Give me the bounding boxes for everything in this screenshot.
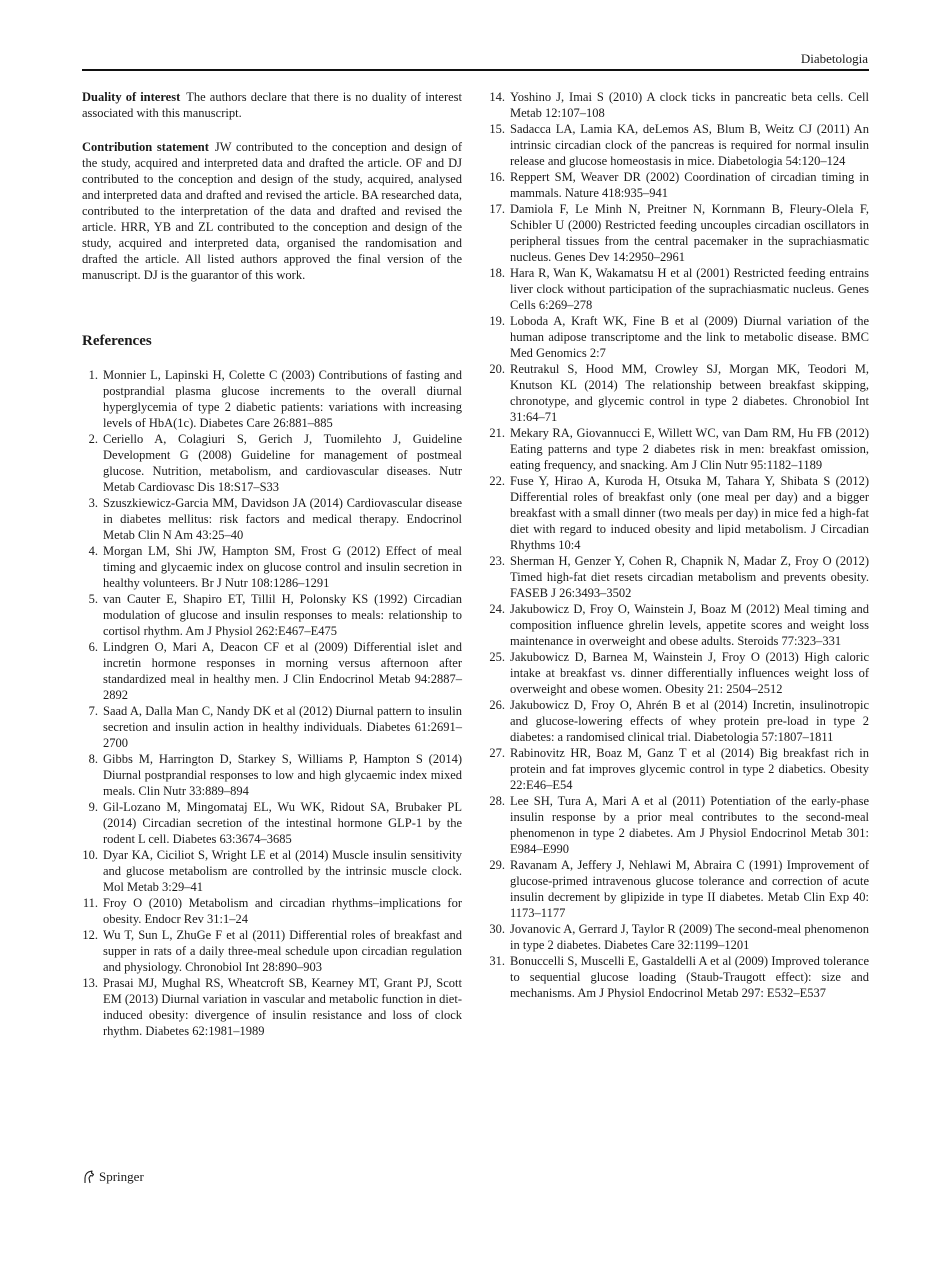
reference-text: Damiola F, Le Minh N, Preitner N, Kornmann B, Fleury-Olela F, Schibler U (2000) Restricted feeding uncouples circadian oscillators in peripheral tissues from the central pacemaker in the suprachiasmatic nucleus. Genes Dev 14:2950–2961 (510, 202, 869, 264)
reference-item (82, 591, 462, 639)
reference-number: 27. (489, 746, 505, 760)
reference-item (489, 553, 869, 601)
reference-item (489, 857, 869, 921)
reference-number: 25. (489, 650, 505, 664)
reference-text: Jovanovic A, Gerrard J, Taylor R (2009) The second-meal phenomenon in type 2 diabetes. Diabetes Care 32:1199–1201 (510, 922, 869, 952)
reference-text: Monnier L, Lapinski H, Colette C (2003) Contributions of fasting and postprandial plasma glucose increments to the overall diurnal hyperglycemia of type 2 diabetic patients: variations with increasing levels of HbA(1c). Diabetes Care 26:881–885 (103, 368, 462, 430)
reference-number: 30. (489, 922, 505, 936)
reference-text: Reutrakul S, Hood MM, Crowley SJ, Morgan MK, Teodori M, Knutson KL (2014) The relationship between breakfast skipping, chronotype, and glycemic control in type 2 diabetes. Chronobiol Int 31:64–71 (510, 362, 869, 424)
header-rule (82, 69, 869, 71)
reference-number: 14. (489, 90, 505, 104)
reference-text: Rabinovitz HR, Boaz M, Ganz T et al (2014) Big breakfast rich in protein and fat improves glycemic control in type 2 diabetics. Obesity 22:E46–E54 (510, 746, 869, 792)
reference-text: Yoshino J, Imai S (2010) A clock ticks in pancreatic beta cells. Cell Metab 12:107–108 (510, 90, 869, 120)
reference-number: 22. (489, 474, 505, 488)
reference-item (489, 697, 869, 745)
reference-number: 12. (82, 928, 98, 942)
right-column (489, 89, 869, 1001)
duality-heading: Duality of interest (82, 90, 181, 104)
reference-number: 15. (489, 122, 505, 136)
reference-number: 4. (88, 544, 98, 558)
reference-text: Fuse Y, Hirao A, Kuroda H, Otsuka M, Tahara Y, Shibata S (2012) Differential roles of breakfast only (one meal per day) and a bigger breakfast with a small dinner (two meals per day) in mice fed a high-fat diet with regard to induced obesity and lipid metabolism. J Circadian Rhythms 10:4 (510, 474, 869, 552)
left-column (82, 89, 462, 1039)
reference-item (82, 927, 462, 975)
reference-item (489, 921, 869, 953)
reference-number: 6. (88, 640, 98, 654)
reference-text: Saad A, Dalla Man C, Nandy DK et al (2012) Diurnal pattern to insulin secretion and insulin action in healthy individuals. Diabetes 61:2691–2700 (103, 704, 462, 750)
reference-list-left (82, 367, 462, 1039)
reference-item (489, 793, 869, 857)
reference-text: Prasai MJ, Mughal RS, Wheatcroft SB, Kearney MT, Grant PJ, Scott EM (2013) Diurnal variation in vascular and metabolic function in diet-induced obesity: divergence of insulin resistance and loss of clock rhythm. Diabetes 62:1981–1989 (103, 976, 462, 1038)
reference-text: Jakubowicz D, Froy O, Ahrén B et al (2014) Incretin, insulinotropic and glucose-lowering effects of whey protein pre-load in type 2 diabetes: a randomised clinical trial. Diabetologia 57:1807–1811 (510, 698, 869, 744)
reference-number: 1. (88, 368, 98, 382)
reference-number: 5. (88, 592, 98, 606)
reference-number: 11. (82, 896, 98, 910)
reference-item (489, 265, 869, 313)
reference-number: 10. (82, 848, 98, 862)
reference-item (82, 431, 462, 495)
reference-number: 2. (88, 432, 98, 446)
reference-item (82, 847, 462, 895)
reference-item (489, 473, 869, 553)
reference-text: Jakubowicz D, Froy O, Wainstein J, Boaz M (2012) Meal timing and composition influence ghrelin levels, appetite scores and weight loss maintenance in overweight and obese adults. Steroids 77:323–331 (510, 602, 869, 648)
reference-item (489, 121, 869, 169)
reference-number: 26. (489, 698, 505, 712)
reference-number: 17. (489, 202, 505, 216)
reference-text: Reppert SM, Weaver DR (2002) Coordination of circadian timing in mammals. Nature 418:935–941 (510, 170, 869, 200)
duality-of-interest (82, 89, 462, 121)
reference-text: Gibbs M, Harrington D, Starkey S, Williams P, Hampton S (2014) Diurnal postprandial responses to low and high glycaemic index mixed meals. Clin Nutr 33:889–894 (103, 752, 462, 798)
reference-text: Dyar KA, Ciciliot S, Wright LE et al (2014) Muscle insulin sensitivity and glucose metabolism are controlled by the intrinsic muscle clock. Mol Metab 3:29–41 (103, 848, 462, 894)
reference-text: Lindgren O, Mari A, Deacon CF et al (2009) Differential islet and incretin hormone responses in morning versus afternoon after standardized meal in healthy men. J Clin Endocrinol Metab 94:2887–2892 (103, 640, 462, 702)
reference-number: 3. (88, 496, 98, 510)
reference-number: 23. (489, 554, 505, 568)
reference-text: Loboda A, Kraft WK, Fine B et al (2009) Diurnal variation of the human adipose transcriptome and the link to metabolic disease. BMC Med Genomics 2:7 (510, 314, 869, 360)
reference-item (82, 751, 462, 799)
reference-text: Sadacca LA, Lamia KA, deLemos AS, Blum B, Weitz CJ (2011) An intrinsic circadian clock of the pancreas is required for normal insulin release and glucose homeostasis in mice. Diabetologia 54:120–124 (510, 122, 869, 168)
reference-text: Szuszkiewicz-Garcia MM, Davidson JA (2014) Cardiovascular disease in diabetes mellitus: risk factors and medical therapy. Endocrinol Metab Clin N Am 43:25–40 (103, 496, 462, 542)
springer-horse-icon (82, 1170, 96, 1184)
contribution-statement (82, 139, 462, 283)
reference-number: 16. (489, 170, 505, 184)
reference-item (489, 601, 869, 649)
journal-name: Diabetologia (800, 51, 868, 66)
reference-item (489, 745, 869, 793)
reference-number: 20. (489, 362, 505, 376)
duality-text: The authors declare that there is no duality of interest associated with this manuscript. (82, 90, 462, 120)
reference-text: Froy O (2010) Metabolism and circadian rhythms–implications for obesity. Endocr Rev 31:1–24 (103, 896, 462, 926)
reference-number: 31. (489, 954, 505, 968)
reference-text: Ceriello A, Colagiuri S, Gerich J, Tuomilehto J, Guideline Development G (2008) Guideline for management of postmeal glucose. Nutrition, metabolism, and cardiovascular diseases. Nutr Metab Cardiovasc Dis 18:S17–S33 (103, 432, 462, 494)
reference-item (489, 313, 869, 361)
page-footer (82, 1169, 144, 1185)
reference-item (82, 543, 462, 591)
reference-text: Gil-Lozano M, Mingomataj EL, Wu WK, Ridout SA, Brubaker PL (2014) Circadian secretion of the intestinal hormone GLP-1 by the rodent L cell. Diabetes 63:3674–3685 (103, 800, 462, 846)
reference-number: 18. (489, 266, 505, 280)
reference-item (489, 649, 869, 697)
contribution-text: JW contributed to the conception and design of the study, acquired and interpreted data and drafted the article. OF and DJ contributed to the conception and design of the study, acquired, analysed and interpreted data and drafted and revised the article. BA researched data, contributed to the interpretation of the data and drafted and revised the article. HRR, YB and ZL contributed to the conception and design of the study, acquired and interpreted data, organised the randomisation and drafted the article. All listed authors approved the final version of the manuscript. DJ is the guarantor of this work. (82, 140, 462, 282)
reference-item (489, 201, 869, 265)
reference-item (82, 703, 462, 751)
reference-number: 28. (489, 794, 505, 808)
reference-item (489, 89, 869, 121)
reference-text: Wu T, Sun L, ZhuGe F et al (2011) Differential roles of breakfast and supper in rats of a daily three-meal schedule upon circadian regulation and physiology. Chronobiol Int 28:890–903 (103, 928, 462, 974)
publisher-name: Springer (99, 1169, 144, 1184)
reference-item (82, 799, 462, 847)
reference-text: Morgan LM, Shi JW, Hampton SM, Frost G (2012) Effect of meal timing and glycaemic index on glucose control and insulin secretion in healthy volunteers. Br J Nutr 108:1286–1291 (103, 544, 462, 590)
reference-item (489, 169, 869, 201)
reference-item (489, 953, 869, 1001)
reference-list-right (489, 89, 869, 1001)
reference-text: Jakubowicz D, Barnea M, Wainstein J, Froy O (2013) High caloric intake at breakfast vs. dinner differentially influences weight loss of overweight and obese women. Obesity 21: 2504–2512 (510, 650, 869, 696)
reference-text: Mekary RA, Giovannucci E, Willett WC, van Dam RM, Hu FB (2012) Eating patterns and type 2 diabetes risk in men: breakfast omission, eating frequency, and snacking. Am J Clin Nutr 95:1182–1189 (510, 426, 869, 472)
reference-text: van Cauter E, Shapiro ET, Tillil H, Polonsky KS (1992) Circadian modulation of glucose and insulin responses to meals: relationship to cortisol rhythm. Am J Physiol 262:E467–E475 (103, 592, 462, 638)
references-heading: References (82, 333, 152, 349)
reference-number: 9. (88, 800, 98, 814)
reference-item (82, 495, 462, 543)
reference-number: 13. (82, 976, 98, 990)
contribution-heading: Contribution statement (82, 140, 209, 154)
reference-number: 7. (88, 704, 98, 718)
reference-text: Hara R, Wan K, Wakamatsu H et al (2001) Restricted feeding entrains liver clock without participation of the suprachiasmatic nucleus. Genes Cells 6:269–278 (510, 266, 869, 312)
reference-item (82, 895, 462, 927)
reference-number: 8. (88, 752, 98, 766)
reference-number: 19. (489, 314, 505, 328)
reference-item (82, 639, 462, 703)
reference-text: Bonuccelli S, Muscelli E, Gastaldelli A et al (2009) Improved tolerance to sequential glucose loading (Staub-Traugott effect): size and mechanisms. Am J Physiol Endocrinol Metab 297: E532–E537 (510, 954, 869, 1000)
reference-item (489, 361, 869, 425)
reference-number: 24. (489, 602, 505, 616)
reference-text: Ravanam A, Jeffery J, Nehlawi M, Abraira C (1991) Improvement of glucose-primed intravenous glucose tolerance and correction of acute insulin decrement by glipizide in type II diabetes. Metab Clin Exp 40: 1173–1177 (510, 858, 869, 920)
reference-text: Lee SH, Tura A, Mari A et al (2011) Potentiation of the early-phase insulin response by a prior meal contributes to the second-meal phenomenon in type 2 diabetes. Am J Physiol Endocrinol Metab 301: E984–E990 (510, 794, 869, 856)
reference-text: Sherman H, Genzer Y, Cohen R, Chapnik N, Madar Z, Froy O (2012) Timed high-fat diet resets circadian metabolism and prevents obesity. FASEB J 26:3493–3502 (510, 554, 869, 600)
reference-item (82, 975, 462, 1039)
reference-number: 21. (489, 426, 505, 440)
reference-number: 29. (489, 858, 505, 872)
reference-item (489, 425, 869, 473)
reference-item (82, 367, 462, 431)
